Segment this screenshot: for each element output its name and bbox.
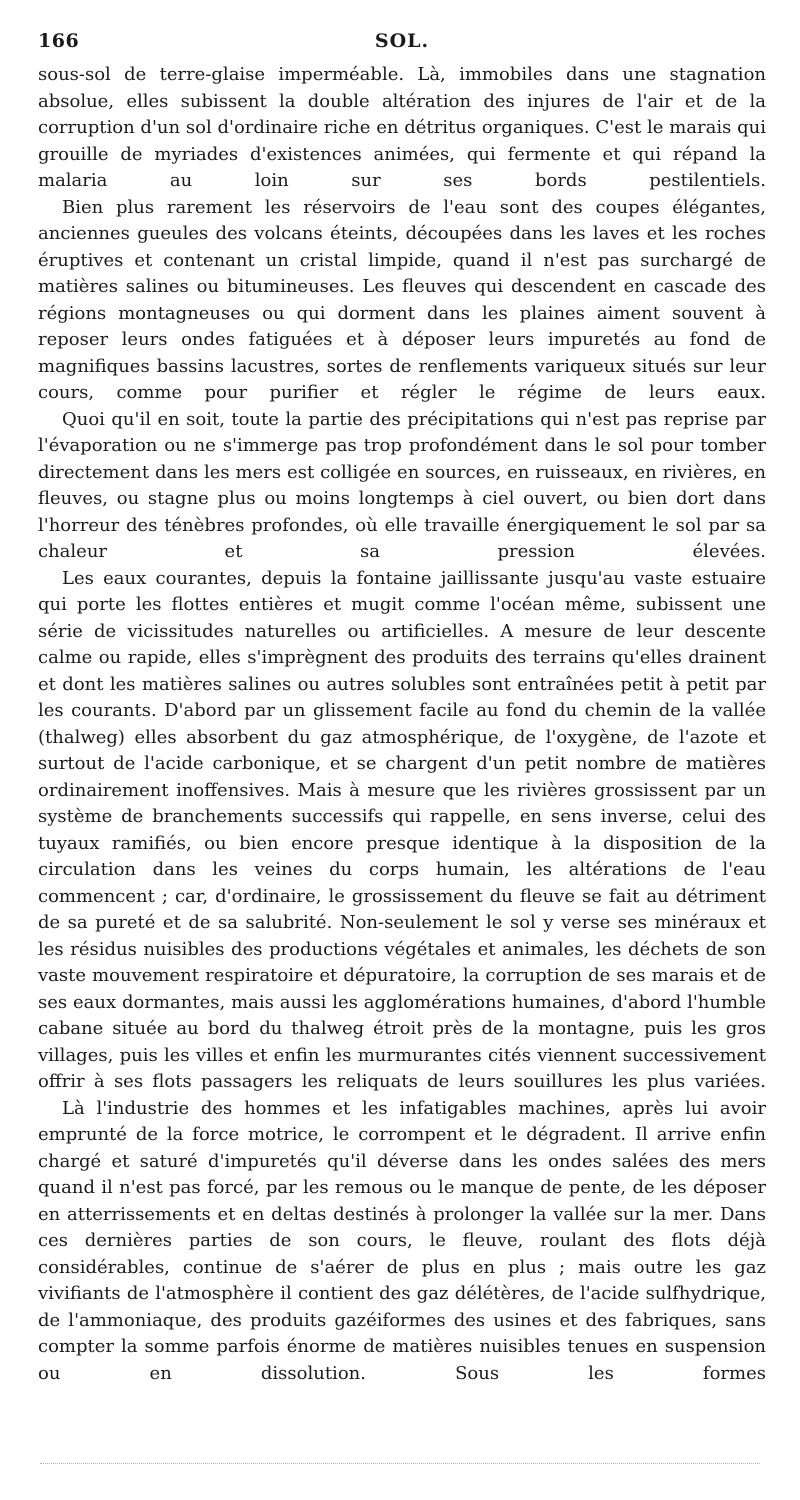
paragraph-continuation: sous-sol de terre-glaise imperméable. Là, immobiles dans une stagnation absolue, elles subissent la double altération des injures de l'air et de la corruption d'un sol d'ordinaire riche en détritus organiques. C'est le marais qui grouille de myriades d'existences animées, qui fermente et qui répand la malaria au loin sur ses bords pestilentiels.: [38, 64, 766, 191]
paragraph-running-waters: Les eaux courantes, depuis la fontaine jaillissante jusqu'au vaste estuaire qui porte les flottes entières et mugit comme l'océan même, subissent une série de vicissitudes naturelles ou artificielles. A mesure de leur descente calme ou rapide, elles s'imprègnent des produits des terrains qu'elles drainent et dont les matières salines ou autres solubles sont entraînées petit à petit par les courants. D'abord par un glissement facile au fond du chemin de la vallée (thalweg) elles absorbent du gaz atmosphérique, de l'oxygène, de l'azote et surtout de l'acide carbonique, et se chargent d'un petit nombre de matières ordinairement inoffensives. Mais à mesure que les rivières grossissent par un système de branchements successifs qui rappelle, en sens inverse, celui des tuyaux ramifiés, ou bien encore presque identique à la disposition de la circulation dans les veines du corps humain, les altérations de l'eau commencent ; car, d'ordinaire, le grossissement du fleuve se fait au détriment de sa pureté et de sa salubrité. Non-seulement le sol y verse ses minéraux et les résidus nuisibles des productions végétales et animales, les déchets de son vaste mouvement respiratoire et dépuratoire, la corruption de ses marais et de ses eaux dormantes, mais aussi les agglomérations humaines, d'abord l'humble cabane située au bord du thalweg étroit près de la montagne, puis les gros villages, puis les villes et enfin les murmurantes cités viennent successivement offrir à ses flots passagers les reliquats de leurs souillures les plus variées.: [38, 567, 766, 1092]
page-number: 166: [38, 30, 80, 52]
text-body: [38, 62, 766, 1387]
book-page: [38, 30, 766, 1387]
running-title: SOL.: [374, 30, 430, 52]
paragraph-volcanic-reservoirs: Bien plus rarement les réservoirs de l'eau sont des coupes élégantes, anciennes gueules des volcans éteints, découpées dans les laves et les roches éruptives et contenant un cristal limpide, quand il n'est pas surchargé de matières salines ou bitumineuses. Les fleuves qui descendent en cascade des régions montagneuses ou qui dorment dans les plaines aiment souvent à reposer leurs ondes fatiguées et à déposer leurs impuretés au fond de magnifiques bassins lacustres, sortes de renflements variqueux situés sur leur cours, comme pour purifier et régler le régime de leurs eaux.: [38, 196, 766, 403]
running-head: [38, 30, 766, 56]
paragraph-precipitation: Quoi qu'il en soit, toute la partie des précipitations qui n'est pas reprise par l'évaporation ou ne s'immerge pas trop profondément dans le sol pour tomber directement dans les mers est colligée en sources, en ruisseaux, en rivières, en fleuves, ou stagne plus ou moins longtemps à ciel ouvert, ou bien dort dans l'horreur des ténèbres profondes, où elle travaille énergiquement le sol par sa chaleur et sa pression élevées.: [38, 408, 766, 562]
page-bottom-dotted-rule: [40, 1463, 760, 1464]
paragraph-industry: Là l'industrie des hommes et les infatigables machines, après lui avoir emprunté de la force motrice, le corrompent et le dégradent. Il arrive enfin chargé et saturé d'impuretés qu'il déverse dans les ondes salées des mers quand il n'est pas forcé, par les remous ou le manque de pente, de les déposer en atterrissements et en deltas destinés à prolonger la vallée sur la mer. Dans ces dernières parties de son cours, le fleuve, roulant des flots déjà considérables, continue de s'aérer de plus en plus ; mais outre les gaz vivifiants de l'atmosphère il contient des gaz délétères, de l'acide sulfhydrique, de l'ammoniaque, des produits gazéiformes des usines et des fabriques, sans compter la somme parfois énorme de matières nuisibles tenues en suspension ou en dissolution. Sous les formes: [38, 1097, 766, 1384]
